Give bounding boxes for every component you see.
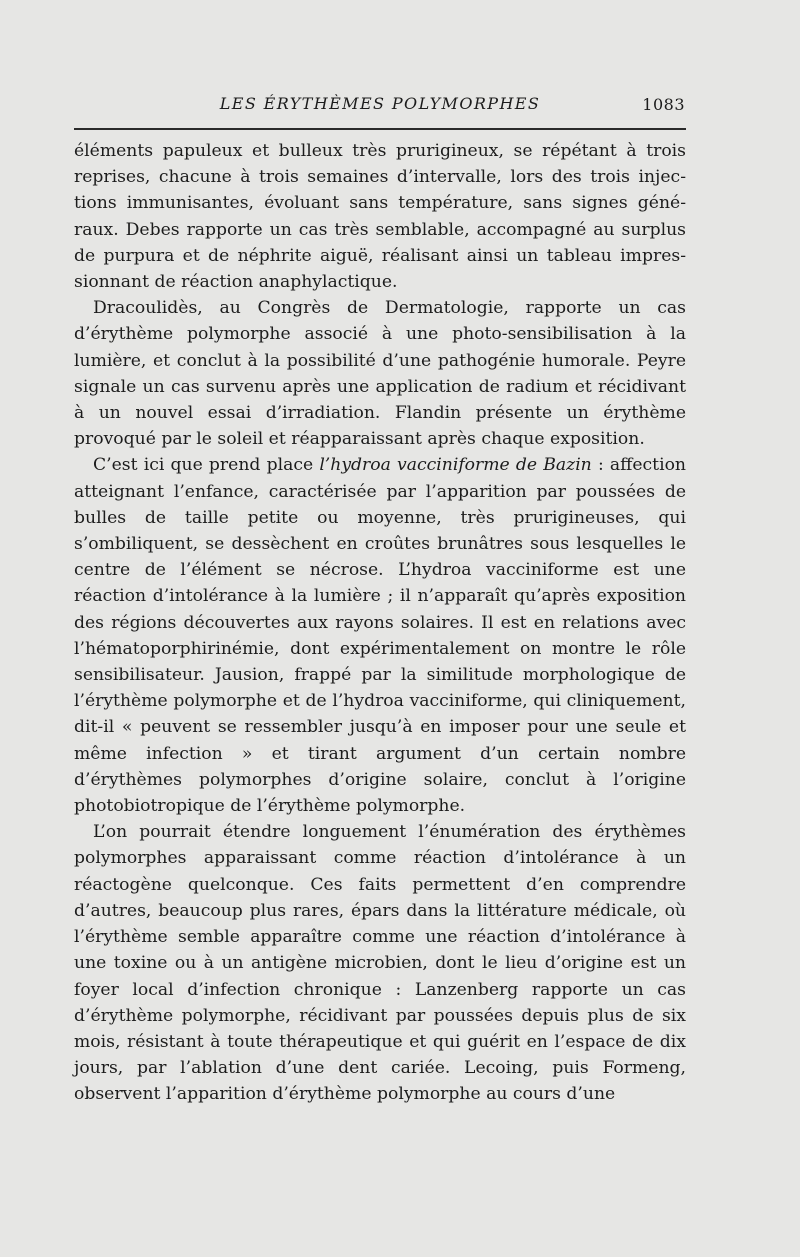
paragraph-3-after: : affection atteignant l’enfance, caractérisée par l’apparition par poussées de bulles de taille petite ou moyenne, très prurigineuses, qui s’ombiliquent, se dessèchent en croûtes brunâtres sous lesquelles le centre de l’élément se nécrose. L’hydroa vacciniforme est une réaction d’intolérance à la lumière ; il n’apparaît qu’après exposition des régions découvertes aux rayons solaires. Il est en relations avec l’hématoporphirinémie, dont expérimentalement on montre le rôle sensibilisateur. Jausion, frappé par la similitude morphologique de l’érythème polymorphe et de l’hydroa vacciniforme, qui cliniquement, dit-il « peuvent se ressembler jusqu’à en imposer pour une seule et même infection » et tirant argument d’un certain nombre d’érythèmes polymorphes d’origine solaire, conclut à l’origine photobiotropique de l’érythème polymorphe.: [74, 455, 687, 817]
hydroa-italic-term: l’hydroa vacciniforme de Bazin: [319, 455, 592, 476]
running-head: [75, 94, 685, 118]
body-text: [74, 138, 686, 1108]
paragraph-2: Dracoulidès, au Congrès de Dermatologie, rapporte un cas d’érythème polymorphe associé à une photo-sensibilisation à la lumière, et conclut à la possibilité d’une pathogénie humorale. Peyre signale un cas survenu après une application de radium et récidivant à un nouvel essai d’irradiation. Flandin présente un érythème provoqué par le soleil et réapparaissant après chaque exposition.: [74, 298, 686, 450]
paragraph-1: éléments papuleux et bulleux très prurigineux, se répétant à trois reprises, chacune à trois semaines d’intervalle, lors des trois injections immunisantes, évoluant sans température, sans signes généraux. Debes rapporte un cas très semblable, accompagné au surplus de purpura et de néphrite aiguë, réalisant ainsi un tableau impressionnant de réaction anaphylactique.: [74, 141, 686, 293]
page-number: 1083: [642, 95, 685, 114]
running-title: LES ÉRYTHÈMES POLYMORPHES: [219, 94, 541, 113]
header-rule: [74, 128, 686, 130]
paragraph-4: L’on pourrait étendre longuement l’énumération des érythèmes polymorphes apparaissant comme réaction d’intolérance à un réactogène quelconque. Ces faits permettent d’en comprendre d’autres, beaucoup plus rares, épars dans la littérature médicale, où l’érythème semble apparaître comme une réaction d’intolérance à une toxine ou à un antigène microbien, dont le lieu d’origine est un foyer local d’infection chronique : Lanzenberg rapporte un cas d’érythème polymorphe, récidivant par poussées depuis plus de six mois, résistant à toute thérapeutique et qui guérit en l’espace de dix jours, par l’ablation d’une dent cariée. Lecoing, puis Formeng, observent l’apparition d’érythème polymorphe au cours d’une: [74, 822, 686, 1105]
paragraph-3: [74, 452, 686, 819]
paragraph-3-before: C’est ici que prend place: [93, 455, 320, 476]
